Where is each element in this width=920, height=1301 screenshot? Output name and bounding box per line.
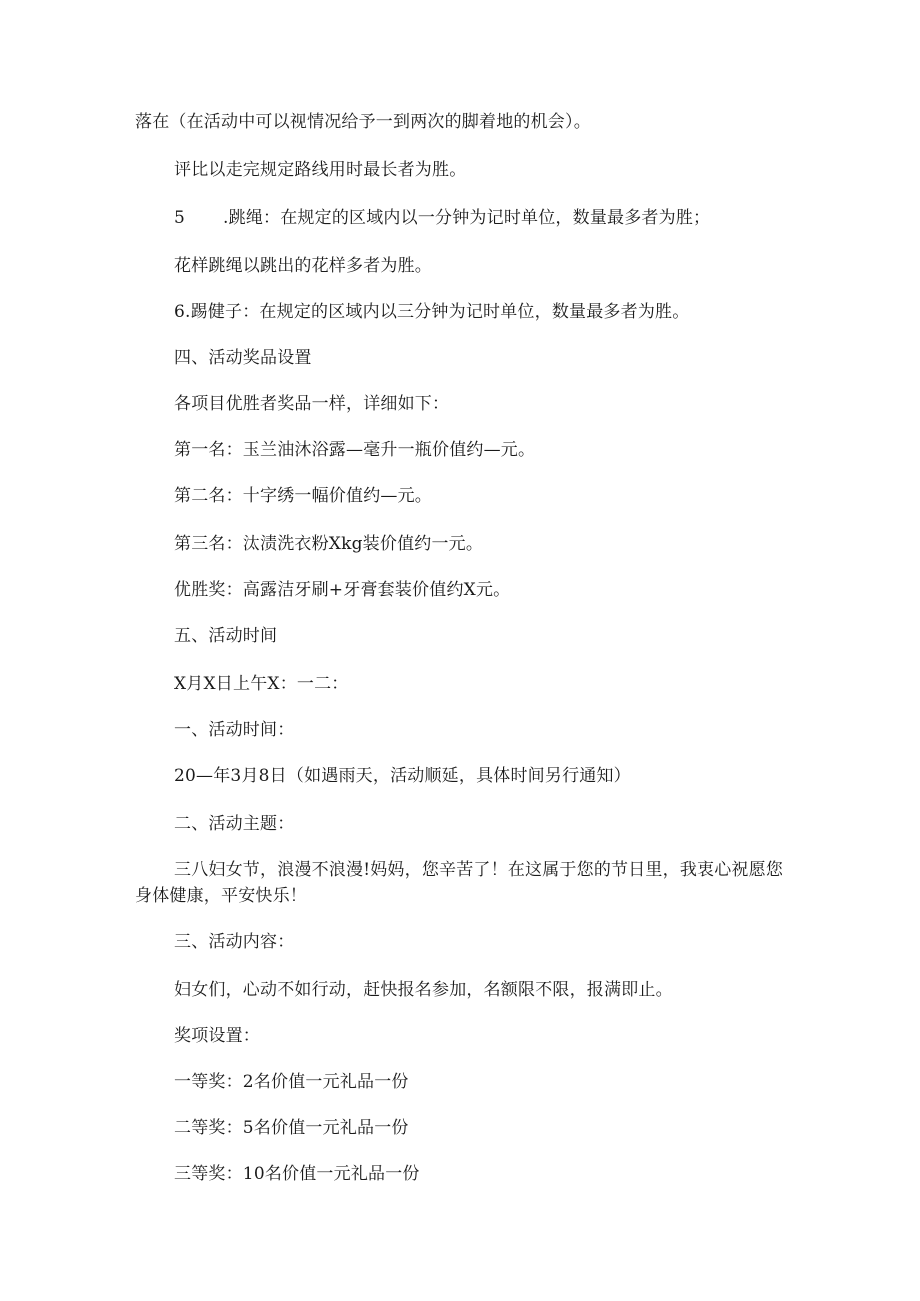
section-heading: 四、活动奖品设置 [174,348,312,368]
prize-line: 第二名：十字绣一幅价值约—元。 [174,486,432,506]
text-line: 各项目优胜者奖品一样，详细如下： [174,394,450,414]
award-line: 二等奖：5名价值一元礼品一份 [174,1118,409,1138]
section-heading: 三、活动内容： [174,932,295,952]
section-heading: 五、活动时间 [174,626,278,646]
text-line: 落在（在活动中可以视情况给予一到两次的脚着地的机会）。 [135,112,591,132]
text-line: 身体健康，平安快乐！ [135,886,307,906]
item-number: 5 [174,208,186,228]
section-heading: 一、活动时间： [174,720,295,740]
section-heading: 二、活动主题： [174,814,295,834]
award-line: 三等奖：10名价值一元礼品一份 [174,1164,420,1184]
numbered-item-5 [174,206,710,230]
text-line: 评比以走完规定路线用时最长者为胜。 [174,160,467,180]
text-line: X月X日上午X：一二： [174,674,349,694]
text-line: 三八妇女节，浪漫不浪漫!妈妈，您辛苦了！在这属于您的节日里，我衷心祝愿您 [174,860,784,880]
prize-line: 优胜奖：高露洁牙刷+牙膏套装价值约X元。 [174,580,511,600]
item-text: .跳绳：在规定的区域内以一分钟为记时单位，数量最多者为胜； [223,208,711,228]
prize-line: 第三名：汰渍洗衣粉Xkg装价值约一元。 [174,534,484,554]
text-line: 20—年3月8日（如遇雨天，活动顺延，具体时间另行通知） [174,766,631,786]
award-line: 一等奖：2名价值一元礼品一份 [174,1072,409,1092]
prize-line: 第一名：玉兰油沐浴露—毫升一瓶价值约—元。 [174,440,536,460]
numbered-item-6: 6.踢健子：在规定的区域内以三分钟为记时单位，数量最多者为胜。 [174,302,690,322]
text-line: 奖项设置： [174,1026,260,1046]
text-line: 妇女们，心动不如行动，赶快报名参加，名额限不限，报满即止。 [174,980,673,1000]
text-line: 花样跳绳以跳出的花样多者为胜。 [174,256,432,276]
